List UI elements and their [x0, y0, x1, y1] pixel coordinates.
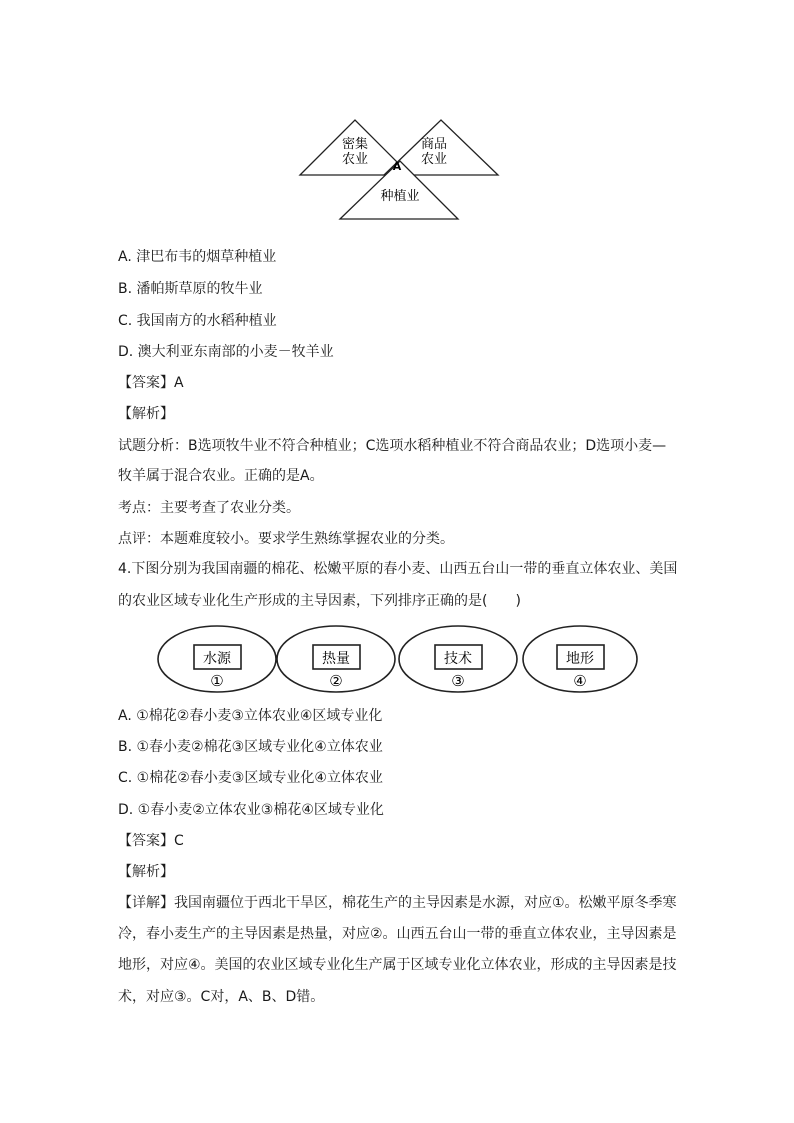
- q3-option-d: D. 澳大利亚东南部的小麦－牧羊业: [118, 344, 334, 360]
- left-triangle-label-2: 农业: [341, 152, 369, 167]
- q3-analysis-line-2: 牧羊属于混合农业。正确的是A。: [118, 468, 324, 484]
- left-triangle-label-1: 密集: [341, 137, 369, 152]
- q4-stem-line-2: 的农业区域专业化生产形成的主导因素，下列排序正确的是( ): [118, 593, 521, 609]
- factor-ellipses-diagram: [156, 624, 640, 696]
- right-triangle-label-1: 商品: [420, 137, 448, 152]
- q3-option-a: A. 津巴布韦的烟草种植业: [118, 249, 277, 265]
- q4-option-b: B. ①春小麦②棉花③区域专业化④立体农业: [118, 739, 383, 755]
- factor-1-number: ①: [210, 672, 224, 690]
- q4-detail-line-4: 术，对应③。C对，A、B、D错。: [118, 989, 325, 1005]
- q4-option-a: A. ①棉花②春小麦③立体农业④区域专业化: [118, 708, 383, 724]
- q3-option-c: C. 我国南方的水稻种植业: [118, 313, 277, 329]
- q3-analysis-heading: 【解析】: [118, 406, 174, 422]
- q3-analysis-line-1: 试题分析：B选项牧牛业不符合种植业；C选项水稻种植业不符合商品农业；D选项小麦—: [118, 438, 667, 454]
- q3-answer: 【答案】A: [118, 375, 184, 391]
- q3-dianping: 点评：本题难度较小。要求学生熟练掌握农业的分类。: [118, 531, 454, 547]
- right-triangle-label-2: 农业: [420, 152, 448, 167]
- q3-kaodian: 考点：主要考查了农业分类。: [118, 500, 300, 516]
- center-label-a: A: [392, 160, 402, 173]
- factor-1-label: 水源: [203, 651, 231, 667]
- q4-stem-line-1: 4.下图分别为我国南疆的棉花、松嫩平原的春小麦、山西五台山一带的垂直立体农业、美国: [118, 561, 678, 577]
- factor-3-label: 技术: [444, 651, 472, 667]
- factor-3: [399, 626, 517, 692]
- factor-4-number: ④: [573, 672, 587, 690]
- factor-3-number: ③: [451, 672, 465, 690]
- factor-4-label: 地形: [566, 651, 594, 667]
- bottom-triangle-label: 种植业: [380, 189, 420, 204]
- q4-detail-line-3: 地形，对应④。美国的农业区域专业化生产属于区域专业化立体农业，形成的主导因素是技: [118, 957, 677, 973]
- q3-option-b: B. 潘帕斯草原的牧牛业: [118, 281, 263, 297]
- factor-2-number: ②: [329, 672, 343, 690]
- q4-detail-line-1: 【详解】我国南疆位于西北干旱区，棉花生产的主导因素是水源，对应①。松嫩平原冬季寒: [118, 895, 677, 911]
- q4-analysis-heading: 【解析】: [118, 864, 174, 880]
- factor-2-label: 热量: [322, 651, 350, 667]
- factor-2: [277, 626, 395, 692]
- q4-option-d: D. ①春小麦②立体农业③棉花④区域专业化: [118, 802, 384, 818]
- q4-detail-line-2: 冷，春小麦生产的主导因素是热量，对应②。山西五台山一带的垂直立体农业，主导因素是: [118, 926, 677, 942]
- q4-answer: 【答案】C: [118, 833, 184, 849]
- q4-option-c: C. ①棉花②春小麦③区域专业化④立体农业: [118, 770, 383, 786]
- factor-4: [523, 626, 637, 692]
- factor-1: [158, 626, 276, 692]
- agriculture-triangle-diagram: [298, 118, 502, 222]
